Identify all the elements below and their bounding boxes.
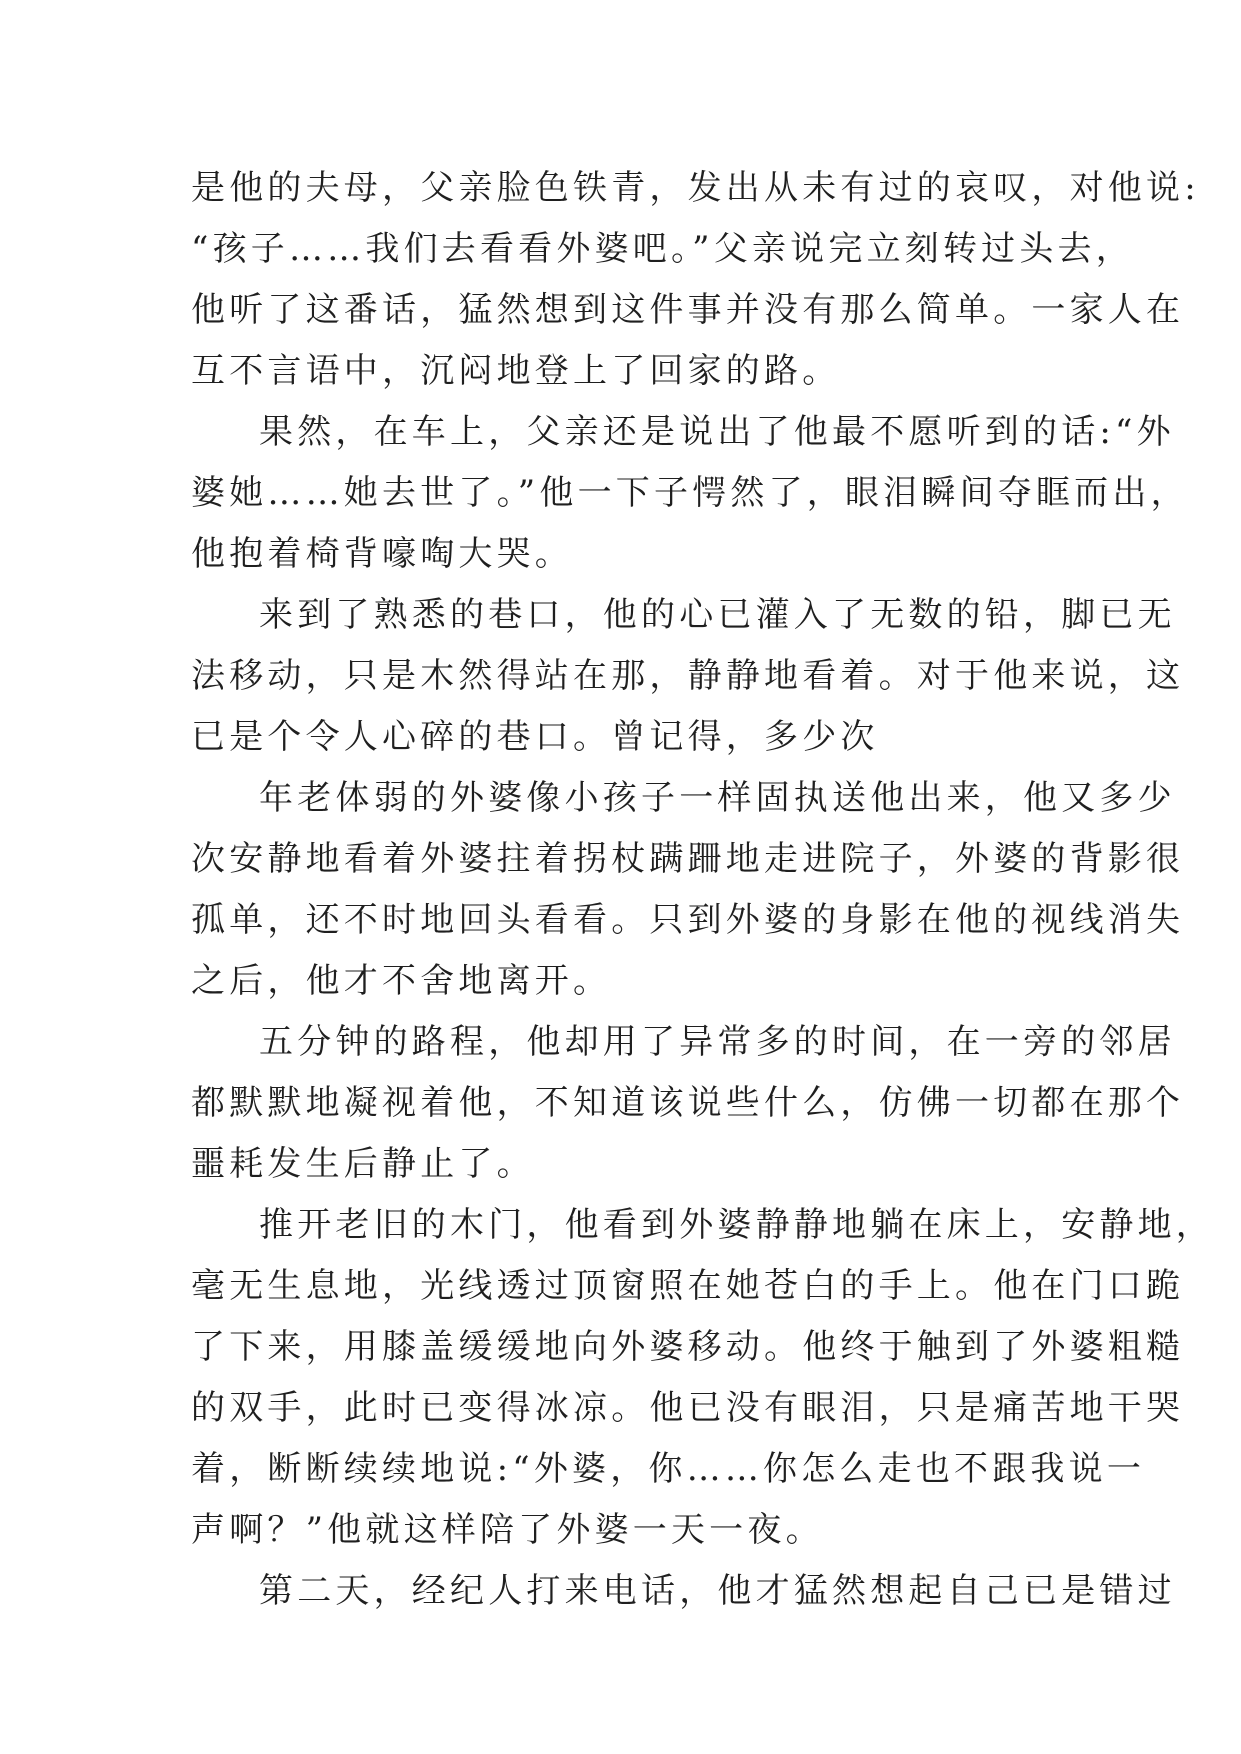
text-line: 的双手，此时已变得冰凉。他已没有眼泪，只是痛苦地干哭	[191, 1388, 1185, 1428]
text-line: 次安静地看着外婆拄着拐杖蹒跚地走进院子，外婆的背影很	[191, 839, 1185, 879]
text-line: 推开老旧的木门，他看到外婆静静地躺在床上，安静地，	[259, 1205, 1214, 1245]
text-line: 五分钟的路程，他却用了异常多的时间，在一旁的邻居	[259, 1022, 1176, 1062]
text-line: 着，断断续续地说:“外婆，你……你怎么走也不跟我说一	[191, 1449, 1146, 1489]
text-line: 毫无生息地，光线透过顶窗照在她苍白的手上。他在门口跪	[191, 1266, 1185, 1306]
text-line: 都默默地凝视着他，不知道该说些什么，仿佛一切都在那个	[191, 1083, 1185, 1123]
text-line: 他听了这番话，猛然想到这件事并没有那么简单。一家人在	[191, 290, 1185, 330]
text-line: 之后，他才不舍地离开。	[191, 961, 612, 1001]
text-line: 年老体弱的外婆像小孩子一样固执送他出来，他又多少	[259, 778, 1176, 818]
text-line: “孩子……我们去看看外婆吧。”父亲说完立刻转过头去，	[191, 229, 1134, 269]
text-line: 来到了熟悉的巷口，他的心已灌入了无数的铅，脚已无	[259, 595, 1176, 635]
text-line: 法移动，只是木然得站在那，静静地看着。对于他来说，这	[191, 656, 1185, 696]
text-line: 了下来，用膝盖缓缓地向外婆移动。他终于触到了外婆粗糙	[191, 1327, 1185, 1367]
text-line: 已是个令人心碎的巷口。曾记得，多少次	[191, 717, 879, 757]
text-line: 声啊？”他就这样陪了外婆一天一夜。	[191, 1510, 824, 1550]
text-line: 互不言语中，沉闷地登上了回家的路。	[191, 351, 841, 391]
text-line: 是他的夫母，父亲脸色铁青，发出从未有过的哀叹，对他说:	[191, 168, 1200, 208]
text-line: 噩耗发生后静止了。	[191, 1144, 535, 1184]
text-line: 孤单，还不时地回头看看。只到外婆的身影在他的视线消失	[191, 900, 1185, 940]
text-line: 婆她……她去世了。”他一下子愕然了，眼泪瞬间夺眶而出，	[191, 473, 1189, 513]
text-line: 第二天，经纪人打来电话，他才猛然想起自己已是错过	[259, 1571, 1176, 1611]
text-line: 他抱着椅背嚎啕大哭。	[191, 534, 573, 574]
text-line: 果然，在车上，父亲还是说出了他最不愿听到的话:“外	[259, 412, 1175, 452]
body-text	[191, 158, 1214, 1622]
